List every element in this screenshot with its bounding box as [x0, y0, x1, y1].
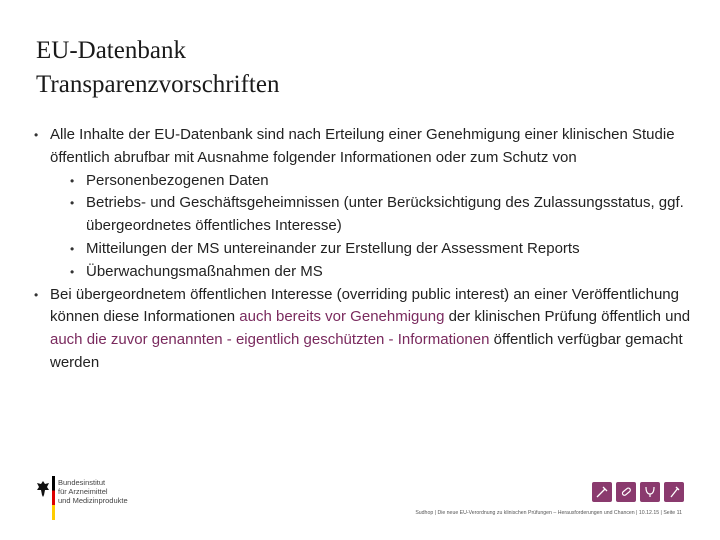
sub-bullet-item — [32, 192, 696, 238]
bullet-item — [32, 124, 696, 170]
syringe-icon — [592, 482, 612, 502]
bullet-dot-icon: • — [34, 128, 39, 142]
sub-bullet-text: Mitteilungen der MS untereinander zur Erstellung der Assessment Reports — [86, 239, 580, 257]
bullet-dot-icon: • — [34, 287, 39, 302]
icon-strip — [592, 482, 688, 502]
bullet-text-part: der klinischen Prüfung öffentlich und — [444, 308, 691, 326]
flag-bar — [52, 476, 55, 520]
bullet-list — [32, 124, 696, 375]
highlight-text: auch die zuvor genannten - eigentlich geschützten - Informationen — [50, 331, 490, 349]
logo-line: und Medizinprodukte — [58, 496, 128, 505]
bullet-dot-icon: • — [70, 264, 75, 279]
bullet-text: Alle Inhalte der EU-Datenbank sind nach Erteilung einer Genehmigung einer klinischen Studie öffentlich abrufbar mit Ausnahme folgender Informationen oder zum Schutz von — [50, 126, 675, 166]
footer — [0, 462, 720, 540]
bullet-dot-icon: • — [70, 241, 75, 256]
sub-bullet-text: Überwachungsmaßnahmen der MS — [86, 262, 323, 280]
title-line-1: EU-Datenbank — [36, 37, 186, 64]
bullet-dot-icon: • — [70, 173, 75, 188]
bullet-text-part: öffentlich verfügbar gemacht werden — [50, 331, 683, 371]
logo-line: für Arzneimittel — [58, 487, 108, 496]
title-line-2: Transparenzvorschriften — [36, 71, 280, 98]
tube-icon — [664, 482, 684, 502]
eagle-icon — [36, 480, 50, 498]
sub-bullet-item — [32, 238, 696, 261]
sub-bullet-item — [32, 170, 696, 193]
bullet-item — [32, 284, 696, 375]
logo-text — [58, 478, 128, 505]
bullet-dot-icon: • — [70, 196, 75, 211]
sub-bullet-text: Personenbezogenen Daten — [86, 171, 269, 189]
footer-text: Sudhop | Die neue EU-Verordnung zu klinischen Prüfungen – Herausforderungen und Chancen | 10.12.15 | Seite 11 — [415, 510, 682, 516]
sub-bullet-item — [32, 261, 696, 284]
sub-bullet-text: Betriebs- und Geschäftsgeheimnissen (unter Berücksichtigung des Zulassungsstatus, ggf. übergeordnetes öffentliches Interesse) — [86, 194, 684, 235]
bullet-text-part: Bei übergeordnetem öffentlichen Interesse (overriding public interest) an einer Veröffentlichung können diese Informationen — [50, 285, 679, 326]
slide-title — [36, 34, 676, 102]
pill-icon — [616, 482, 636, 502]
bfarm-logo — [36, 476, 166, 526]
stethoscope-icon — [640, 482, 660, 502]
logo-line: Bundesinstitut — [58, 478, 106, 487]
highlight-text: auch bereits vor Genehmigung — [239, 308, 445, 326]
